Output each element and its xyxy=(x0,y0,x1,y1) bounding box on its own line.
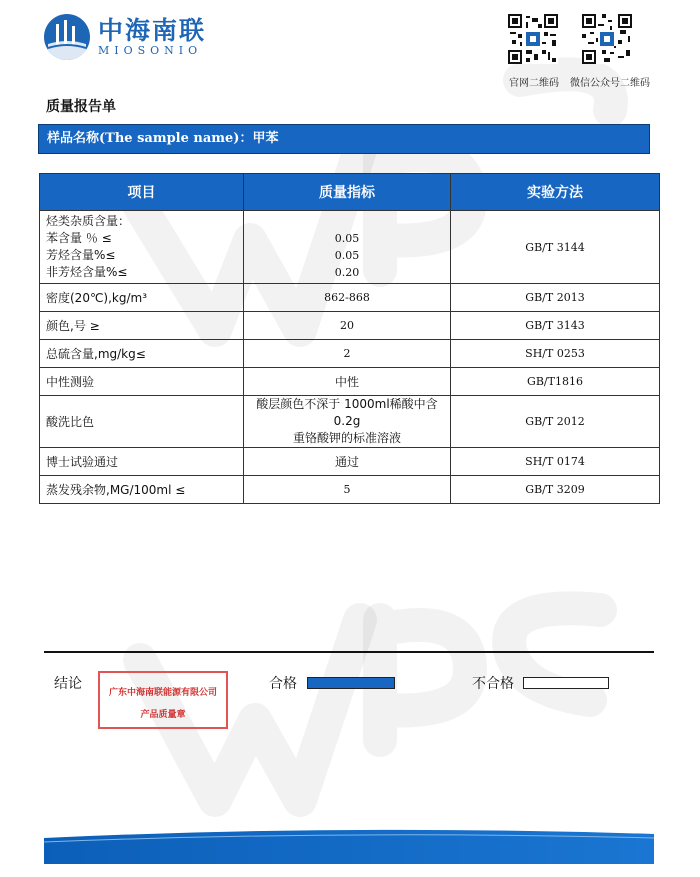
row-item: 总硫含量,mg/kg≤ xyxy=(40,340,244,368)
pass-checkbox[interactable] xyxy=(307,677,395,689)
header-item: 项目 xyxy=(40,174,244,211)
row-spec xyxy=(244,396,451,448)
footer-wave-band xyxy=(44,828,654,864)
fail-checkbox[interactable] xyxy=(523,677,609,689)
spec-line: 酸层颜色不深于 1000ml稀酸中含 0.2g xyxy=(256,397,438,428)
row-spec: 5 xyxy=(244,476,451,504)
pass-label: 合格 xyxy=(269,676,297,692)
conclusion-divider xyxy=(44,651,654,653)
row-item: 博士试验通过 xyxy=(40,448,244,476)
item-line: 烃类杂质含量： xyxy=(46,214,131,228)
fail-label: 不合格 xyxy=(472,676,514,692)
table-row xyxy=(40,340,660,368)
row-method: GB/T 3209 xyxy=(451,476,660,504)
row-method: SH/T 0253 xyxy=(451,340,660,368)
row-spec: 20 xyxy=(244,312,451,340)
stamp-title: 产品质量章 xyxy=(140,710,186,720)
item-line: 芳烃含量%≤ xyxy=(46,248,116,262)
table-row xyxy=(40,396,660,448)
official-site-qr-code xyxy=(508,14,558,64)
table-row xyxy=(40,284,660,312)
row-method: GB/T 2012 xyxy=(451,396,660,448)
wechat-qr-code xyxy=(582,14,632,64)
row-spec: 通过 xyxy=(244,448,451,476)
report-title: 质量报告单 xyxy=(46,99,116,115)
table-row xyxy=(40,312,660,340)
company-name-cn: 中海南联 xyxy=(98,16,207,45)
spec-line: 0.05 xyxy=(334,249,360,262)
row-method: GB/T 3143 xyxy=(451,312,660,340)
row-spec: 2 xyxy=(244,340,451,368)
row-method: GB/T 2013 xyxy=(451,284,660,312)
spec-line: 重铬酸钾的标准溶液 xyxy=(292,431,401,445)
quality-spec-table xyxy=(39,173,660,504)
quality-stamp xyxy=(98,671,228,729)
company-name-en: MIOSONIO xyxy=(98,44,203,57)
item-line: 非芳烃含量%≤ xyxy=(46,265,128,279)
row-spec xyxy=(244,211,451,284)
company-logo xyxy=(44,14,206,60)
item-line: 苯含量 ％ ≤ xyxy=(46,231,112,245)
stamp-company: 广东中海南联能源有限公司 xyxy=(108,688,217,698)
row-item: 颜色,号 ≥ xyxy=(40,312,244,340)
row-item: 中性测验 xyxy=(40,368,244,396)
row-method: SH/T 0174 xyxy=(451,448,660,476)
table-header-row xyxy=(40,174,660,211)
row-item: 密度(20℃),kg/m³ xyxy=(40,284,244,312)
header-spec: 质量指标 xyxy=(244,174,451,211)
conclusion-label: 结论 xyxy=(54,676,82,692)
row-method: GB/T 3144 xyxy=(451,211,660,284)
logo-emblem-icon xyxy=(44,14,90,60)
row-method: GB/T1816 xyxy=(451,368,660,396)
wechat-qr-label: 微信公众号二维码 xyxy=(570,78,650,89)
row-spec: 862-868 xyxy=(244,284,451,312)
table-row xyxy=(40,448,660,476)
spec-line: 0.05 xyxy=(334,232,360,245)
row-item: 酸洗比色 xyxy=(40,396,244,448)
row-item xyxy=(40,211,244,284)
row-item: 蒸发残余物,MG/100ml ≤ xyxy=(40,476,244,504)
sample-name-bar: 样品名称(The sample name)：甲苯 xyxy=(38,124,650,154)
spec-line: 0.20 xyxy=(334,266,360,279)
table-row xyxy=(40,211,660,284)
row-spec: 中性 xyxy=(244,368,451,396)
table-row xyxy=(40,476,660,504)
official-qr-label: 官网二维码 xyxy=(509,78,559,89)
spec-line xyxy=(250,213,444,230)
table-row xyxy=(40,368,660,396)
header-method: 实验方法 xyxy=(451,174,660,211)
